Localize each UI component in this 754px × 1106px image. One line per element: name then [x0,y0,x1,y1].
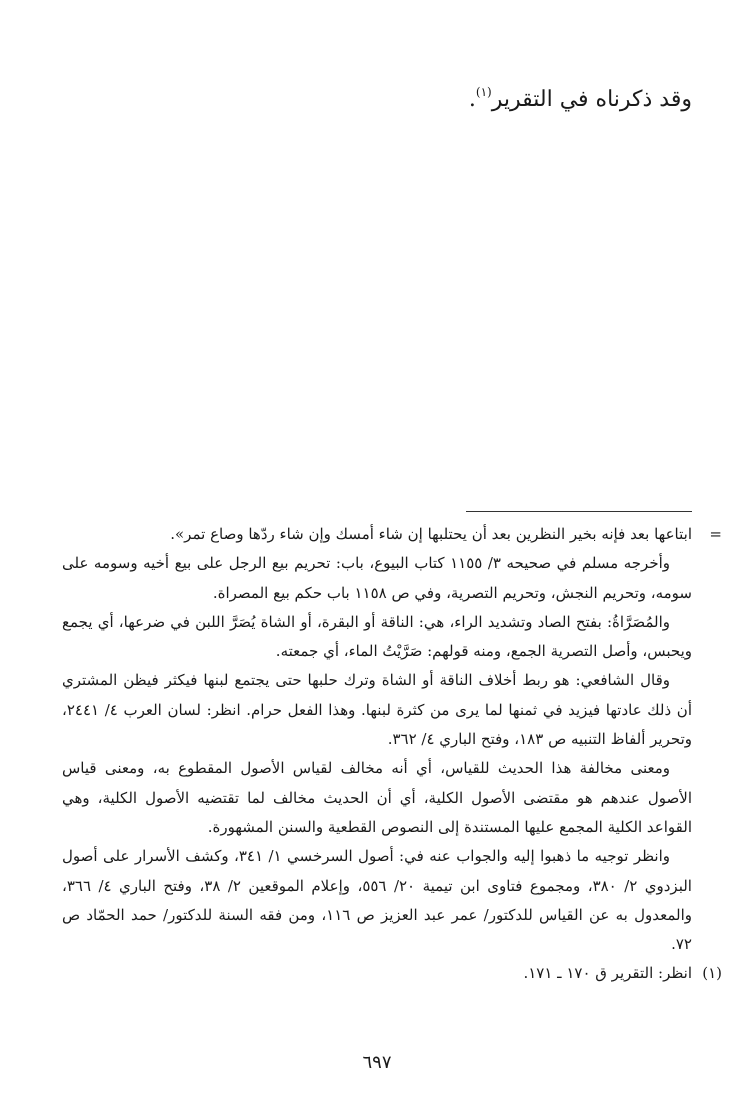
footnotes [62,520,722,989]
footnote-number: (١) [702,964,722,983]
footnote-paragraph: ابتاعها بعد فإنه بخير النظرين بعد أن يحتلبها إن شاء أمسك وإن شاء ردّها وصاع تمر». [170,525,692,543]
footnote-text: انظر: التقرير ق ١٧٠ ـ ١٧١. [523,964,692,983]
footnote-paragraph: ومعنى مخالفة هذا الحديث للقياس، أي أنه مخالف لقياس الأصول المقطوع به، ومعنى قياس الأصول عندهم هو مقتضى الأصول الكلية، أي أن الحديث مخالف لما تقتضيه الأصول الكلية، وهي القواعد الكلية المجمع عليها المستندة إلى النصوص القطعية والسنن المشهورة. [62,759,692,836]
footnote-paragraph: والمُصَرَّاةُ: بفتح الصاد وتشديد الراء، هي: الناقة أو البقرة، أو الشاة يُصَرَّ اللبن في ضرعها، أي يجمع ويحبس، وأصل التصرية الجمع، ومنه قولهم: صَرَّيْتُ الماء، أي جمعته. [62,612,692,661]
footnote-reference: (١) [475,85,492,99]
continuation-mark: = [709,525,722,543]
footnote-1 [62,959,722,988]
footnote-paragraph: وقال الشافعي: هو ربط أخلاف الناقة أو الشاة وترك حلبها حتى يجتمع لبنها فيكثر فيظن المشتري أن ذلك عادتها فيزيد في ثمنها لما يرى من كثرة لبنها. وهذا الفعل حرام. انظر: لسان العرب ٤/ ٢٤٤١، وتحرير ألفاظ التنبيه ص ١٨٣، وفتح الباري ٤/ ٣٦٢. [62,671,692,749]
footnote-paragraph: وانظر توجيه ما ذهبوا إليه والجواب عنه في: أصول السرخسي ١/ ٣٤١، وكشف الأسرار على أصول البزدوي ٢/ ٣٨٠، ومجموع فتاوى ابن تيمية ٢٠/ ٥٥٦، وإعلام الموقعين ٢/ ٣٨، وفتح الباري ٤/ ٣٦٦، والمعدول به عن القياس للدكتور/ عمر عبد العزيز ص ١١٦، ومن فقه السنة للدكتور/ حمد الحمّاد ص ٧٢. [62,847,692,954]
footnote-paragraph: وأخرجه مسلم في صحيحه ٣/ ١١٥٥ كتاب البيوع، باب: تحريم بيع الرجل على بيع أخيه وسومه على سومه، وتحريم النجش، وتحريم التصرية، وفي ص ١١٥٨ باب حكم بيع المصراة. [62,554,692,602]
main-text [72,74,692,118]
main-sentence-end: . [468,87,476,112]
main-sentence: وقد ذكرناه في التقرير [491,87,692,112]
page-number: ٦٩٧ [362,1052,392,1073]
footnote-continuation [62,520,722,549]
footnote-separator [466,511,692,512]
